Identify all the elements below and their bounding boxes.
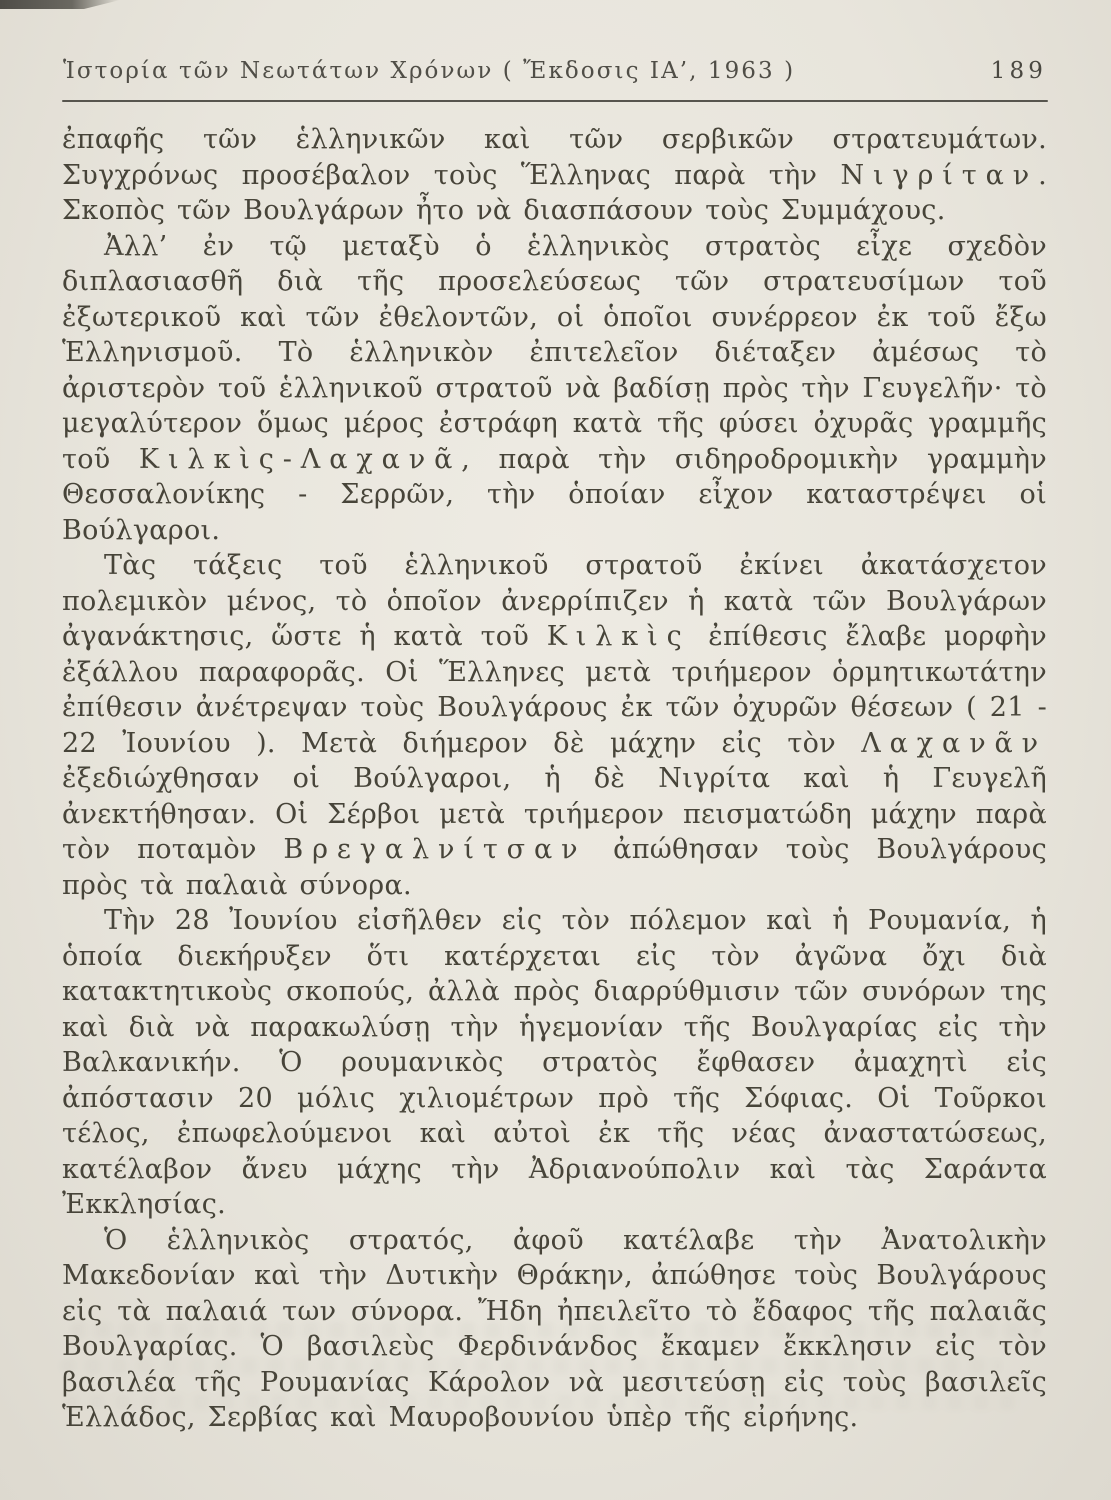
spaced-proper-name: Λαχανᾶν [861,727,1047,759]
paragraph [62,229,1047,549]
spaced-proper-name: Κιλκὶς-Λαχανᾶ [138,443,462,475]
spaced-proper-name: Νιγρίταν [840,159,1039,191]
page-header [63,58,1047,84]
text-run: Τὰς τάξεις τοῦ ἑλληνικοῦ στρατοῦ ἐκίνει ἀκατάσχετον πολεμικὸν μένος, τὸ ὁποῖον ἀνερρίπιζεν ἡ κατὰ τῶν Βουλγάρων ἀγανάκτησις, ὥστε ἡ κατὰ τοῦ [62,550,1047,652]
running-title: Ἱστορία τῶν Νεωτάτων Χρόνων ( Ἔκδοσις ΙΑ’, 1963 ) [63,58,796,84]
header-rule [62,100,1048,102]
text-run: ἐπαφῆς τῶν ἑλληνικῶν καὶ τῶν σερβικῶν στρατευμάτων. Συγχρόνως προσέβαλον τοὺς Ἕλληνας παρὰ τὴν [62,124,1047,191]
text-run: , παρὰ τὴν σιδηροδρομικὴν γραμμὴν Θεσσαλονίκης - Σερρῶν, τὴν ὁποίαν εἶχον καταστρέψει οἱ Βούλγαροι. [62,443,1047,546]
paragraph [62,903,1047,1223]
text-run: Ἀλλ’ ἐν τῷ μεταξὺ ὁ ἑλληνικὸς στρατὸς εἶχε σχεδὸν διπλασιασθῆ διὰ τῆς προσελεύσεως τῶν στρατευσίμων τοῦ ἐξωτερικοῦ καὶ τῶν ἐθελοντῶν, οἱ ὁποῖοι συνέρρεον ἐκ τοῦ ἔξω Ἑλληνισμοῦ. Τὸ ἑλληνικὸν ἐπιτελεῖον διέταξεν ἀμέσως τὸ ἀριστερὸν τοῦ ἑλληνικοῦ στρατοῦ νὰ βαδίσῃ πρὸς τὴν Γευγελῆν· τὸ μεγαλύτερον ὅμως μέρος ἐστράφη κατὰ τῆς φύσει ὀχυρᾶς γραμμῆς τοῦ [62,230,1047,475]
text-run: Τὴν 28 Ἰουνίου εἰσῆλθεν εἰς τὸν πόλεμον καὶ ἡ Ρουμανία, ἡ ὁποία διεκήρυξεν ὅτι κατέρχεται εἰς τὸν ἀγῶνα ὄχι διὰ κατακτητικοὺς σκοπούς, ἀλλὰ πρὸς διαρρύθμισιν τῶν συνόρων της καὶ διὰ νὰ παρακωλύσῃ τὴν ἡγεμονίαν τῆς Βουλγαρίας εἰς τὴν Βαλκανικήν. Ὁ ρουμανικὸς στρατὸς ἔφθασεν ἀμαχητὶ εἰς ἀπόστασιν 20 μόλις χιλιομέτρων πρὸ τῆς Σόφιας. Οἱ Τοῦρκοι τέλος, ἐπωφελούμενοι καὶ αὐτοὶ ἐκ τῆς νέας ἀναστατώσεως, κατέλαβον ἄνευ μάχης τὴν Ἀδριανούπολιν καὶ τὰς Σαράντα Ἐκκλησίας. [62,905,1047,1220]
paragraph [62,548,1047,903]
spaced-proper-name: Βρεγαλνίτσαν [283,834,587,865]
page-body [62,122,1047,1436]
text-run: . Σκοπὸς τῶν Βουλγάρων ἦτο νὰ διασπάσουν τοὺς Συμμάχους. [62,159,1047,226]
spaced-proper-name: Κιλκὶς [546,621,691,652]
text-run: ἀπώθησαν τοὺς Βουλγάρους πρὸς τὰ παλαιὰ σύνορα. [62,834,1047,901]
paragraph [62,122,1047,229]
text-run: ἐπίθεσις ἔλαβε μορφὴν ἐξάλλου παραφορᾶς. Οἱ Ἕλληνες μετὰ τριήμερον ὁρμητικωτάτην ἐπίθεσιν ἀνέτρεψαν τοὺς Βουλγάρους ἐκ τῶν ὀχυρῶν θέσεων ( 21 - 22 Ἰουνίου ). Μετὰ διήμερον δὲ μάχην εἰς τὸν [62,621,1047,759]
page-number: 189 [990,58,1047,84]
paragraph [62,1223,1047,1436]
scan-edge-artifact [0,0,120,9]
text-run: Ὁ ἑλληνικὸς στρατός, ἀφοῦ κατέλαβε τὴν Ἀνατολικὴν Μακεδονίαν καὶ τὴν Δυτικὴν Θράκην, ἀπώθησε τοὺς Βουλγάρους εἰς τὰ παλαιά των σύνορα. Ἤδη ἠπειλεῖτο τὸ ἔδαφος τῆς παλαιᾶς Βουλγαρίας. Ὁ βασιλεὺς Φερδινάνδος ἔκαμεν ἔκκλησιν εἰς τὸν βασιλέα τῆς Ρουμανίας Κάρολον νὰ μεσιτεύσῃ εἰς τοὺς βασιλεῖς Ἑλλάδος, Σερβίας καὶ Μαυροβουνίου ὑπὲρ τῆς εἰρήνης. [62,1224,1047,1433]
text-run: ἐξεδιώχθησαν οἱ Βούλγαροι, ἡ δὲ Νιγρίτα καὶ ἡ Γευγελῆ ἀνεκτήθησαν. Οἱ Σέρβοι μετὰ τριήμερον πεισματώδη μάχην παρὰ τὸν ποταμὸν [62,763,1047,865]
